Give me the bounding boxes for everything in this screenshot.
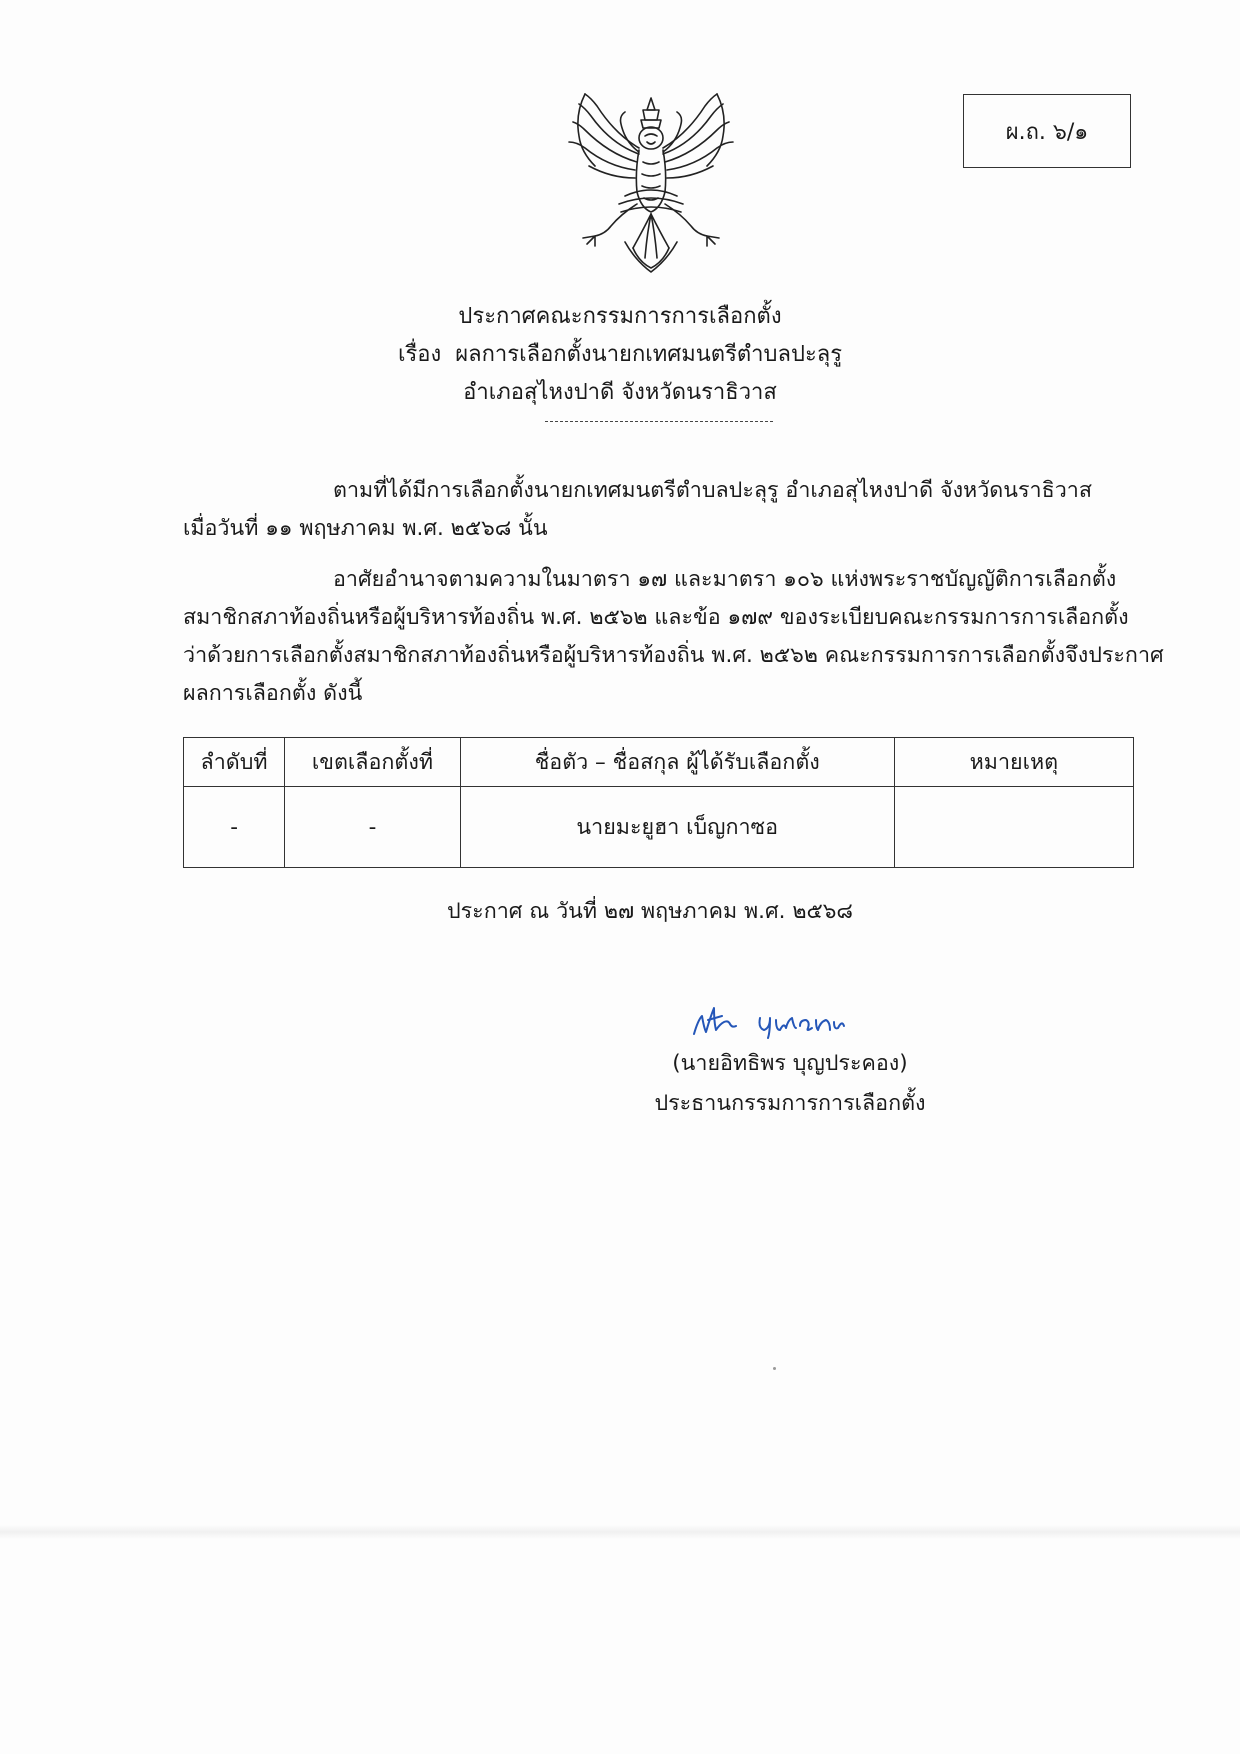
cell-district: -: [285, 787, 461, 868]
form-code-box: [963, 94, 1131, 168]
cell-remark: [894, 787, 1133, 868]
paragraph-2-line-1: อาศัยอำนาจตามความในมาตรา ๑๗ และมาตรา ๑๐๖ แห่งพระราชบัญญัติการเลือกตั้ง: [333, 567, 1117, 592]
paragraph-1-line-1: ตามที่ได้มีการเลือกตั้งนายกเทศมนตรีตำบลปะลุรู อำเภอสุไหงปาดี จังหวัดนราธิวาส: [333, 478, 1092, 503]
paragraph-2-line-3: ว่าด้วยการเลือกตั้งสมาชิกสภาท้องถิ่นหรือผู้บริหารท้องถิ่น พ.ศ. ๒๕๖๒ คณะกรรมการการเลือกตั้งจึงประกาศ: [183, 643, 1164, 668]
subject-text: ผลการเลือกตั้งนายกเทศมนตรีตำบลปะลุรู: [455, 342, 843, 367]
announcement-title: ประกาศคณะกรรมการการเลือกตั้ง: [458, 304, 782, 329]
signer-name: (นายอิทธิพร บุญประคอง): [672, 1051, 908, 1076]
announcement-date: ประกาศ ณ วันที่ ๒๗ พฤษภาคม พ.ศ. ๒๕๖๘: [446, 899, 854, 924]
header-elected-name: ชื่อตัว – ชื่อสกุล ผู้ได้รับเลือกตั้ง: [460, 738, 894, 787]
header-order: ลำดับที่: [184, 738, 285, 787]
cell-elected-name: นายมะยูฮา เบ็ญกาซอ: [460, 787, 894, 868]
paragraph-2-line-2: สมาชิกสภาท้องถิ่นหรือผู้บริหารท้องถิ่น พ.ศ. ๒๕๖๒ และข้อ ๑๗๙ ของระเบียบคณะกรรมการการเลือกตั้ง: [183, 605, 1129, 630]
table-row: [184, 787, 1134, 868]
form-code-text: ผ.ถ. ๖/๑: [1005, 119, 1089, 145]
cell-order: -: [184, 787, 285, 868]
heading-divider: [545, 421, 773, 422]
paragraph-2-line-4: ผลการเลือกตั้ง ดังนี้: [183, 681, 363, 706]
header-district: เขตเลือกตั้งที่: [285, 738, 461, 787]
garuda-emblem-icon: [555, 92, 747, 274]
announcement-location: อำเภอสุไหงปาดี จังหวัดนราธิวาส: [463, 380, 777, 405]
announcement-subject: [300, 336, 940, 374]
signature-image: [688, 998, 848, 1044]
scan-speck: [773, 1367, 776, 1370]
announcement-heading: [300, 298, 940, 412]
election-result-table: [183, 737, 1134, 868]
signer-position: ประธานกรรมการการเลือกตั้ง: [654, 1091, 926, 1116]
scan-artifact: [0, 1525, 1240, 1539]
table-header-row: [184, 738, 1134, 787]
subject-label: เรื่อง: [397, 342, 442, 367]
paragraph-2: [183, 561, 1164, 713]
header-remark: หมายเหตุ: [894, 738, 1133, 787]
paragraph-1-line-2: เมื่อวันที่ ๑๑ พฤษภาคม พ.ศ. ๒๕๖๘ นั้น: [183, 516, 548, 541]
paragraph-1: [183, 472, 1134, 548]
